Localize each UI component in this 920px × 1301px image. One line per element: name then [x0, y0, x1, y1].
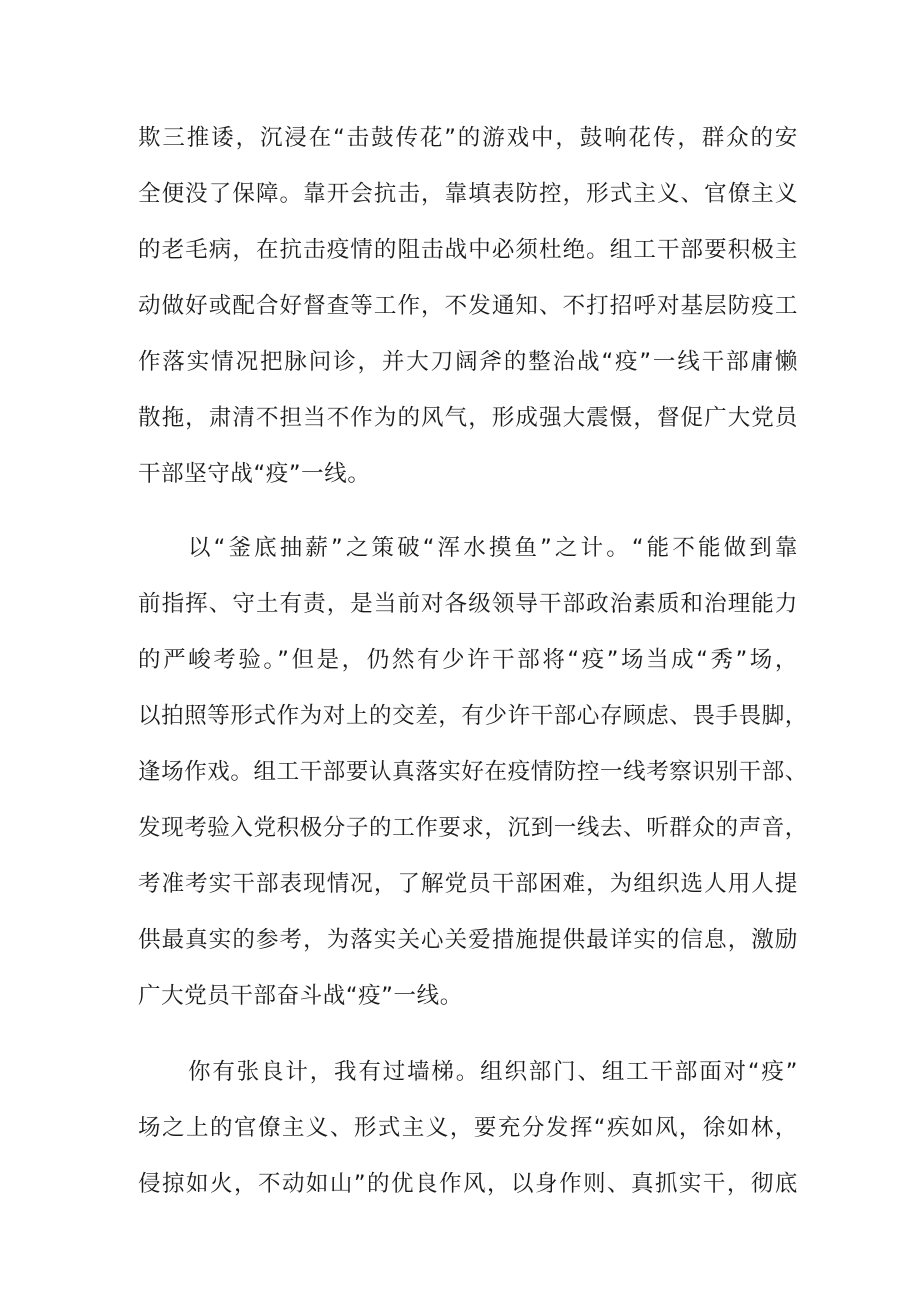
text-line: 干部坚守战“疫”一线。	[138, 461, 371, 487]
text-line: 欺三推诿，沉浸在“击鼓传花”的游戏中，鼓响花传，群众的安	[138, 125, 798, 151]
text-line: 供最真实的参考，为落实关心关爱措施提供最详实的信息，激励	[138, 927, 798, 953]
text-line: 场之上的官僚主义、形式主义，要充分发挥“疾如风，徐如林，	[138, 1115, 798, 1141]
text-line: 广大党员干部奋斗战“疫”一线。	[138, 983, 463, 1009]
text-line: 散拖，肃清不担当不作为的风气，形成强大震慑，督促广大党员	[138, 405, 798, 431]
text-line: 你有张良计，我有过墙梯。组织部门、组工干部面对“疫”	[188, 1059, 798, 1085]
text-line: 以拍照等形式作为对上的交差，有少许干部心存顾虑、畏手畏脚，	[138, 703, 808, 729]
text-line: 以“釜底抽薪”之策破“浑水摸鱼”之计。“能不能做到靠	[188, 535, 798, 561]
text-line: 发现考验入党积极分子的工作要求，沉到一线去、听群众的声音，	[138, 815, 808, 841]
text-line: 逢场作戏。组工干部要认真落实好在疫情防控一线考察识别干部、	[138, 759, 808, 785]
text-line: 动做好或配合好督查等工作，不发通知、不打招呼对基层防疫工	[138, 293, 798, 319]
text-line: 的老毛病，在抗击疫情的阻击战中必须杜绝。组工干部要积极主	[138, 237, 798, 263]
text-line: 侵掠如火，不动如山”的优良作风，以身作则、真抓实干，彻底	[138, 1171, 798, 1197]
text-line: 的严峻考验。”但是，仍然有少许干部将“疫”场当成“秀”场，	[138, 647, 798, 673]
text-line: 前指挥、守土有责，是当前对各级领导干部政治素质和治理能力	[138, 591, 798, 617]
text-line: 全便没了保障。靠开会抗击，靠填表防控，形式主义、官僚主义	[138, 181, 798, 207]
text-line: 考准考实干部表现情况，了解党员干部困难，为组织选人用人提	[138, 871, 798, 897]
text-line: 作落实情况把脉问诊，并大刀阔斧的整治战“疫”一线干部庸懒	[138, 349, 798, 375]
